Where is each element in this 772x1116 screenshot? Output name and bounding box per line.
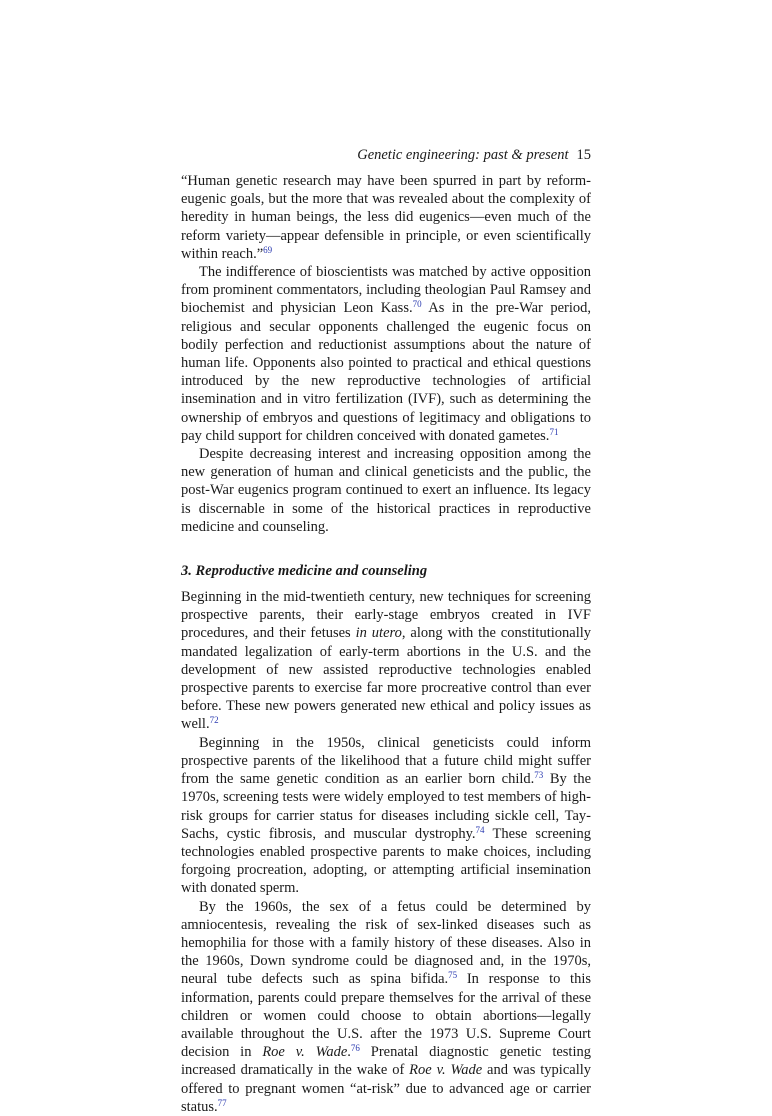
paragraph-screening: [181, 588, 591, 734]
footnote-ref-69[interactable]: 69: [263, 244, 273, 255]
paragraph-quote: [181, 172, 591, 263]
paragraph-legacy: [181, 445, 591, 536]
text-run: .: [347, 1044, 351, 1061]
text-run: Prenatal diagnostic genetic testing increased dramatically in the wake of: [181, 1044, 591, 1079]
footnote-ref-77[interactable]: 77: [217, 1097, 227, 1108]
case-name: Roe v. Wade: [262, 1044, 348, 1061]
section-heading: 3. Reproductive medicine and counseling: [181, 563, 428, 580]
footnote-ref-76[interactable]: 76: [350, 1043, 360, 1054]
running-head: [181, 146, 591, 164]
page-number: 15: [576, 147, 591, 163]
text-run: These screening technologies enabled prospective parents to make choices, including forgoing procreation, adopting, or attempting artificial insemination with donated sperm.: [181, 825, 591, 897]
text-run: and was typically offered to pregnant women “at-risk” due to advanced age or carrier status.: [181, 1062, 592, 1115]
paragraph-amniocentesis: [181, 898, 591, 1116]
footnote-ref-72[interactable]: 72: [209, 715, 219, 726]
text-run: Despite decreasing interest and increasing opposition among the new generation of human and clinical geneticists and the public, the post-War eugenics program continued to exert an influence. Its legacy is discernable in some of the historical practices in reproductive medicine and counseling.: [181, 446, 591, 535]
text-run: As in the pre-War period, religious and secular opponents challenged the eugenic focus on bodily perfection and reductionist assumptions about the nature of human life. Opponents also pointed to practical and ethical questions introduced by the new reproductive technologies of artificial insemination and in vitro fertilization (IVF), such as determining the ownership of embryos and questions of legitimacy and obligations to pay child support for children conceived with donated gametes.: [181, 300, 592, 444]
italic-term: in utero: [355, 625, 402, 642]
running-head-title: Genetic engineering: past & present: [357, 147, 569, 163]
footnote-ref-74[interactable]: 74: [475, 824, 485, 835]
text-run: By the 1970s, screening tests were widely employed to test members of high-risk groups for carrier status for diseases including sickle cell, Tay-Sachs, cystic fibrosis, and muscular dystrophy.: [181, 771, 592, 842]
text-run: In response to this information, parents could prepare themselves for the arrival of these children or women could choose to obtain abortions—legally available throughout the U.S. after the 1973 U.S. Supreme Court decision in: [181, 971, 591, 1061]
text-run: Beginning in the mid-twentieth century, new techniques for screening prospective parents, their early-stage embryos created in IVF procedures, and their fetuses: [181, 589, 591, 642]
footnote-ref-71[interactable]: 71: [549, 426, 559, 437]
footnote-ref-73[interactable]: 73: [534, 770, 544, 781]
text-run: Beginning in the 1950s, clinical geneticists could inform prospective parents of the likelihood that a future child might suffer from the same genetic condition as an earlier born child.: [181, 734, 591, 788]
text-run: , along with the constitutionally mandated legalization of early-term abortions in the U.S. and the development of new assisted reproductive technologies enabled prospective parents to exercise far more procreative control than ever before. These new powers generated new ethical and policy issues as well.: [181, 625, 591, 733]
text-run: The indifference of bioscientists was matched by active opposition from prominent commentators, including theologian Paul Ramsey and biochemist and physician Leon Kass.: [181, 264, 591, 317]
footnote-ref-75[interactable]: 75: [448, 970, 458, 981]
case-name: Roe v. Wade: [409, 1062, 483, 1079]
quote-text: “Human genetic research may have been spurred in part by reform-eugenic goals, but the more that was revealed about the complexity of heredity in human beings, the less did eugenics—even much of the reform variety—appear defensible in principle, or even scientifically within reach.”: [181, 173, 591, 262]
footnote-ref-70[interactable]: 70: [412, 299, 422, 310]
text-run: By the 1960s, the sex of a fetus could be determined by amniocentesis, revealing the risk of sex-linked diseases such as hemophilia for those with a family history of these diseases. Also in the 1960s, Down syndrome could be diagnosed and, in the 1970s, neural tube defects such as spina bifida.: [181, 898, 591, 988]
paragraph-geneticists: [181, 734, 591, 898]
paragraph-opposition: [181, 263, 591, 445]
book-page: [181, 146, 591, 1116]
